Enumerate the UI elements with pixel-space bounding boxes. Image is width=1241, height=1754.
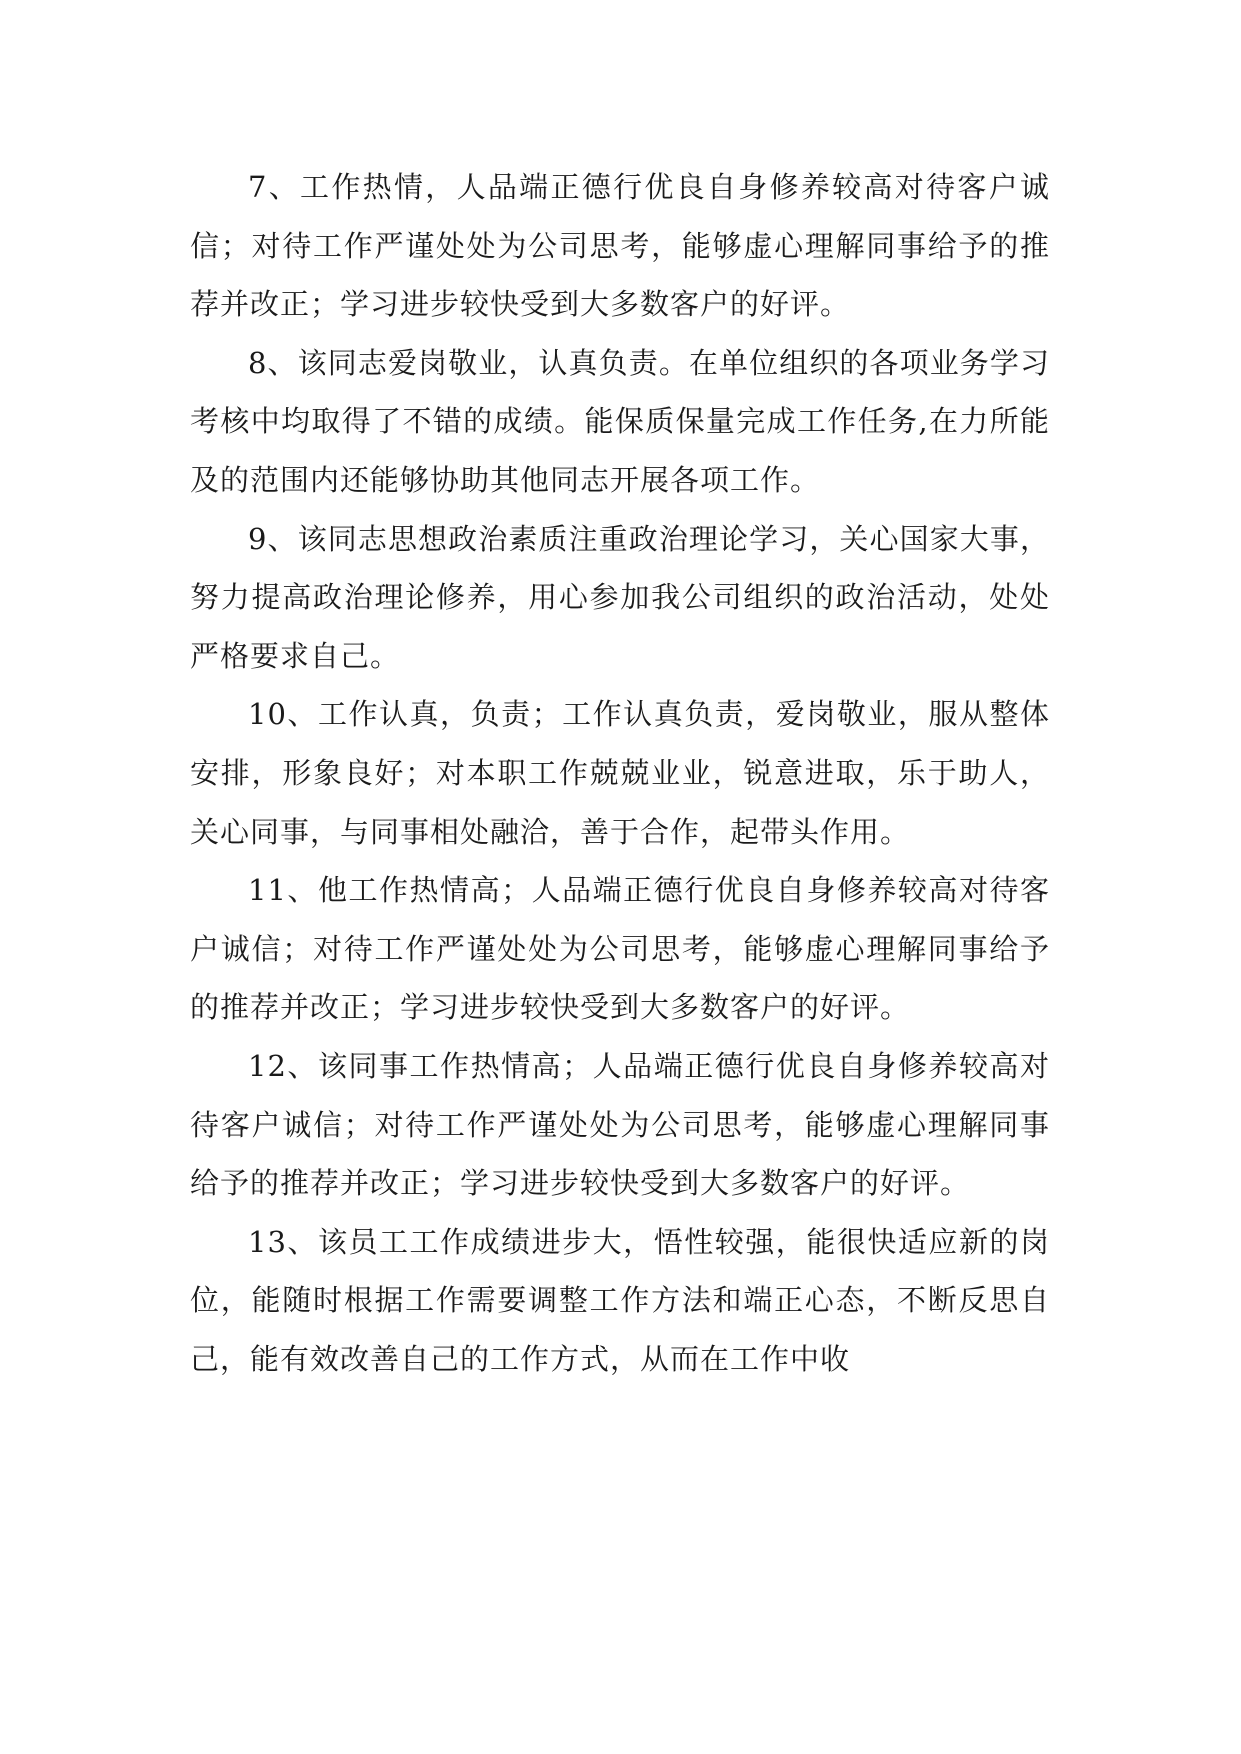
paragraph-9: 9、该同志思想政治素质注重政治理论学习，关心国家大事，努力提高政治理论修养，用心参加我公司组织的政治活动，处处严格要求自己。 [190, 521, 1050, 673]
paragraph-13: 13、该员工工作成绩进步大，悟性较强，能很快适应新的岗位，能随时根据工作需要调整工作方法和端正心态，不断反思自己，能有效改善自己的工作方式，从而在工作中收 [190, 1224, 1050, 1376]
paragraph-7: 7、工作热情，人品端正德行优良自身修养较高对待客户诚信；对待工作严谨处处为公司思考，能够虚心理解同事给予的推荐并改正；学习进步较快受到大多数客户的好评。 [190, 170, 1050, 322]
paragraph-8: 8、该同志爱岗敬业，认真负责。在单位组织的各项业务学习考核中均取得了不错的成绩。能保质保量完成工作任务,在力所能及的范围内还能够协助其他同志开展各项工作。 [190, 345, 1050, 497]
paragraph-11: 11、他工作热情高；人品端正德行优良自身修养较高对待客户诚信；对待工作严谨处处为公司思考，能够虚心理解同事给予的推荐并改正；学习进步较快受到大多数客户的好评。 [190, 873, 1050, 1025]
paragraph-10: 10、工作认真，负责；工作认真负责，爱岗敬业，服从整体安排，形象良好；对本职工作兢兢业业，锐意进取，乐于助人，关心同事，与同事相处融洽，善于合作，起带头作用。 [190, 697, 1050, 849]
document-body [190, 158, 1050, 1388]
paragraph-12: 12、该同事工作热情高；人品端正德行优良自身修养较高对待客户诚信；对待工作严谨处处为公司思考，能够虚心理解同事给予的推荐并改正；学习进步较快受到大多数客户的好评。 [190, 1048, 1050, 1201]
